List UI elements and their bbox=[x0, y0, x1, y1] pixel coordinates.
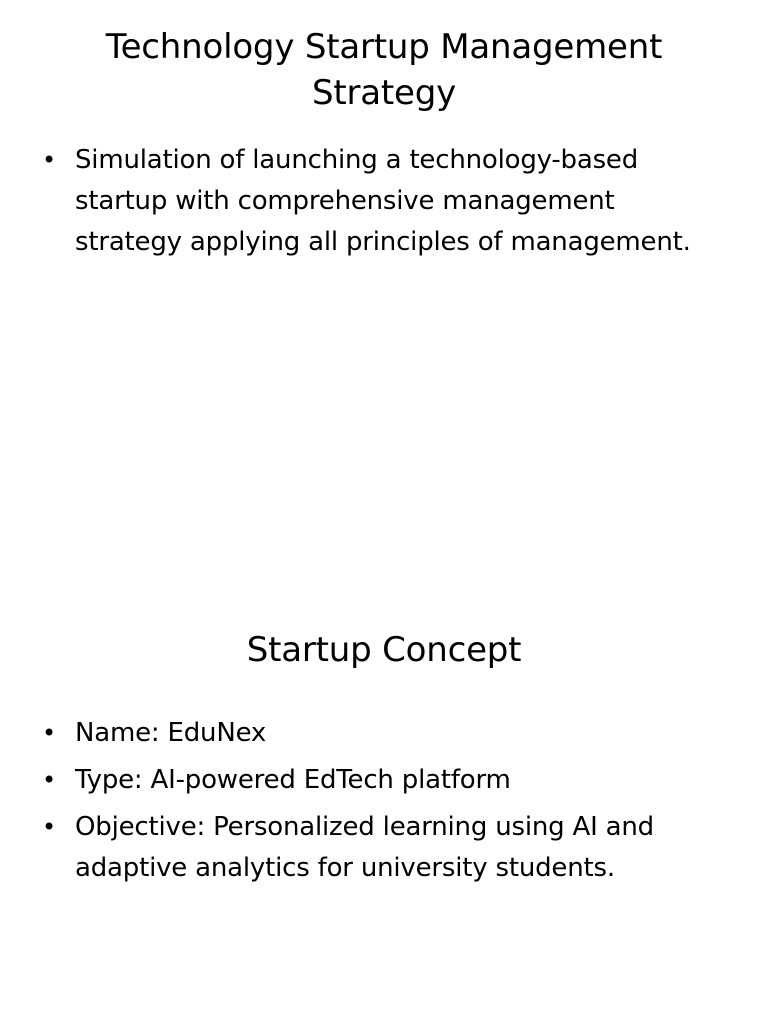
bullet-list bbox=[40, 713, 720, 895]
bullet-item bbox=[40, 713, 720, 754]
bullet-icon: • bbox=[42, 146, 56, 174]
bullet-icon: • bbox=[42, 813, 56, 841]
slide-title: Startup Concept bbox=[246, 630, 522, 670]
bullet-list bbox=[40, 140, 720, 263]
bullet-icon: • bbox=[42, 719, 56, 747]
bullet-text: Objective: Personalized learning using AI and adaptive analytics for university students. bbox=[75, 812, 654, 883]
bullet-text: Simulation of launching a technology-based startup with comprehensive management strategy applying all principles of management. bbox=[75, 145, 691, 257]
bullet-item bbox=[40, 807, 720, 889]
bullet-icon: • bbox=[42, 766, 56, 794]
bullet-text: Type: AI-powered EdTech platform bbox=[75, 765, 511, 795]
bullet-text: Name: EduNex bbox=[75, 718, 267, 748]
bullet-item bbox=[40, 140, 720, 263]
slide-2 bbox=[0, 576, 768, 1024]
slide-title: Technology Startup Management Strategy bbox=[105, 27, 663, 113]
bullet-item bbox=[40, 760, 720, 801]
